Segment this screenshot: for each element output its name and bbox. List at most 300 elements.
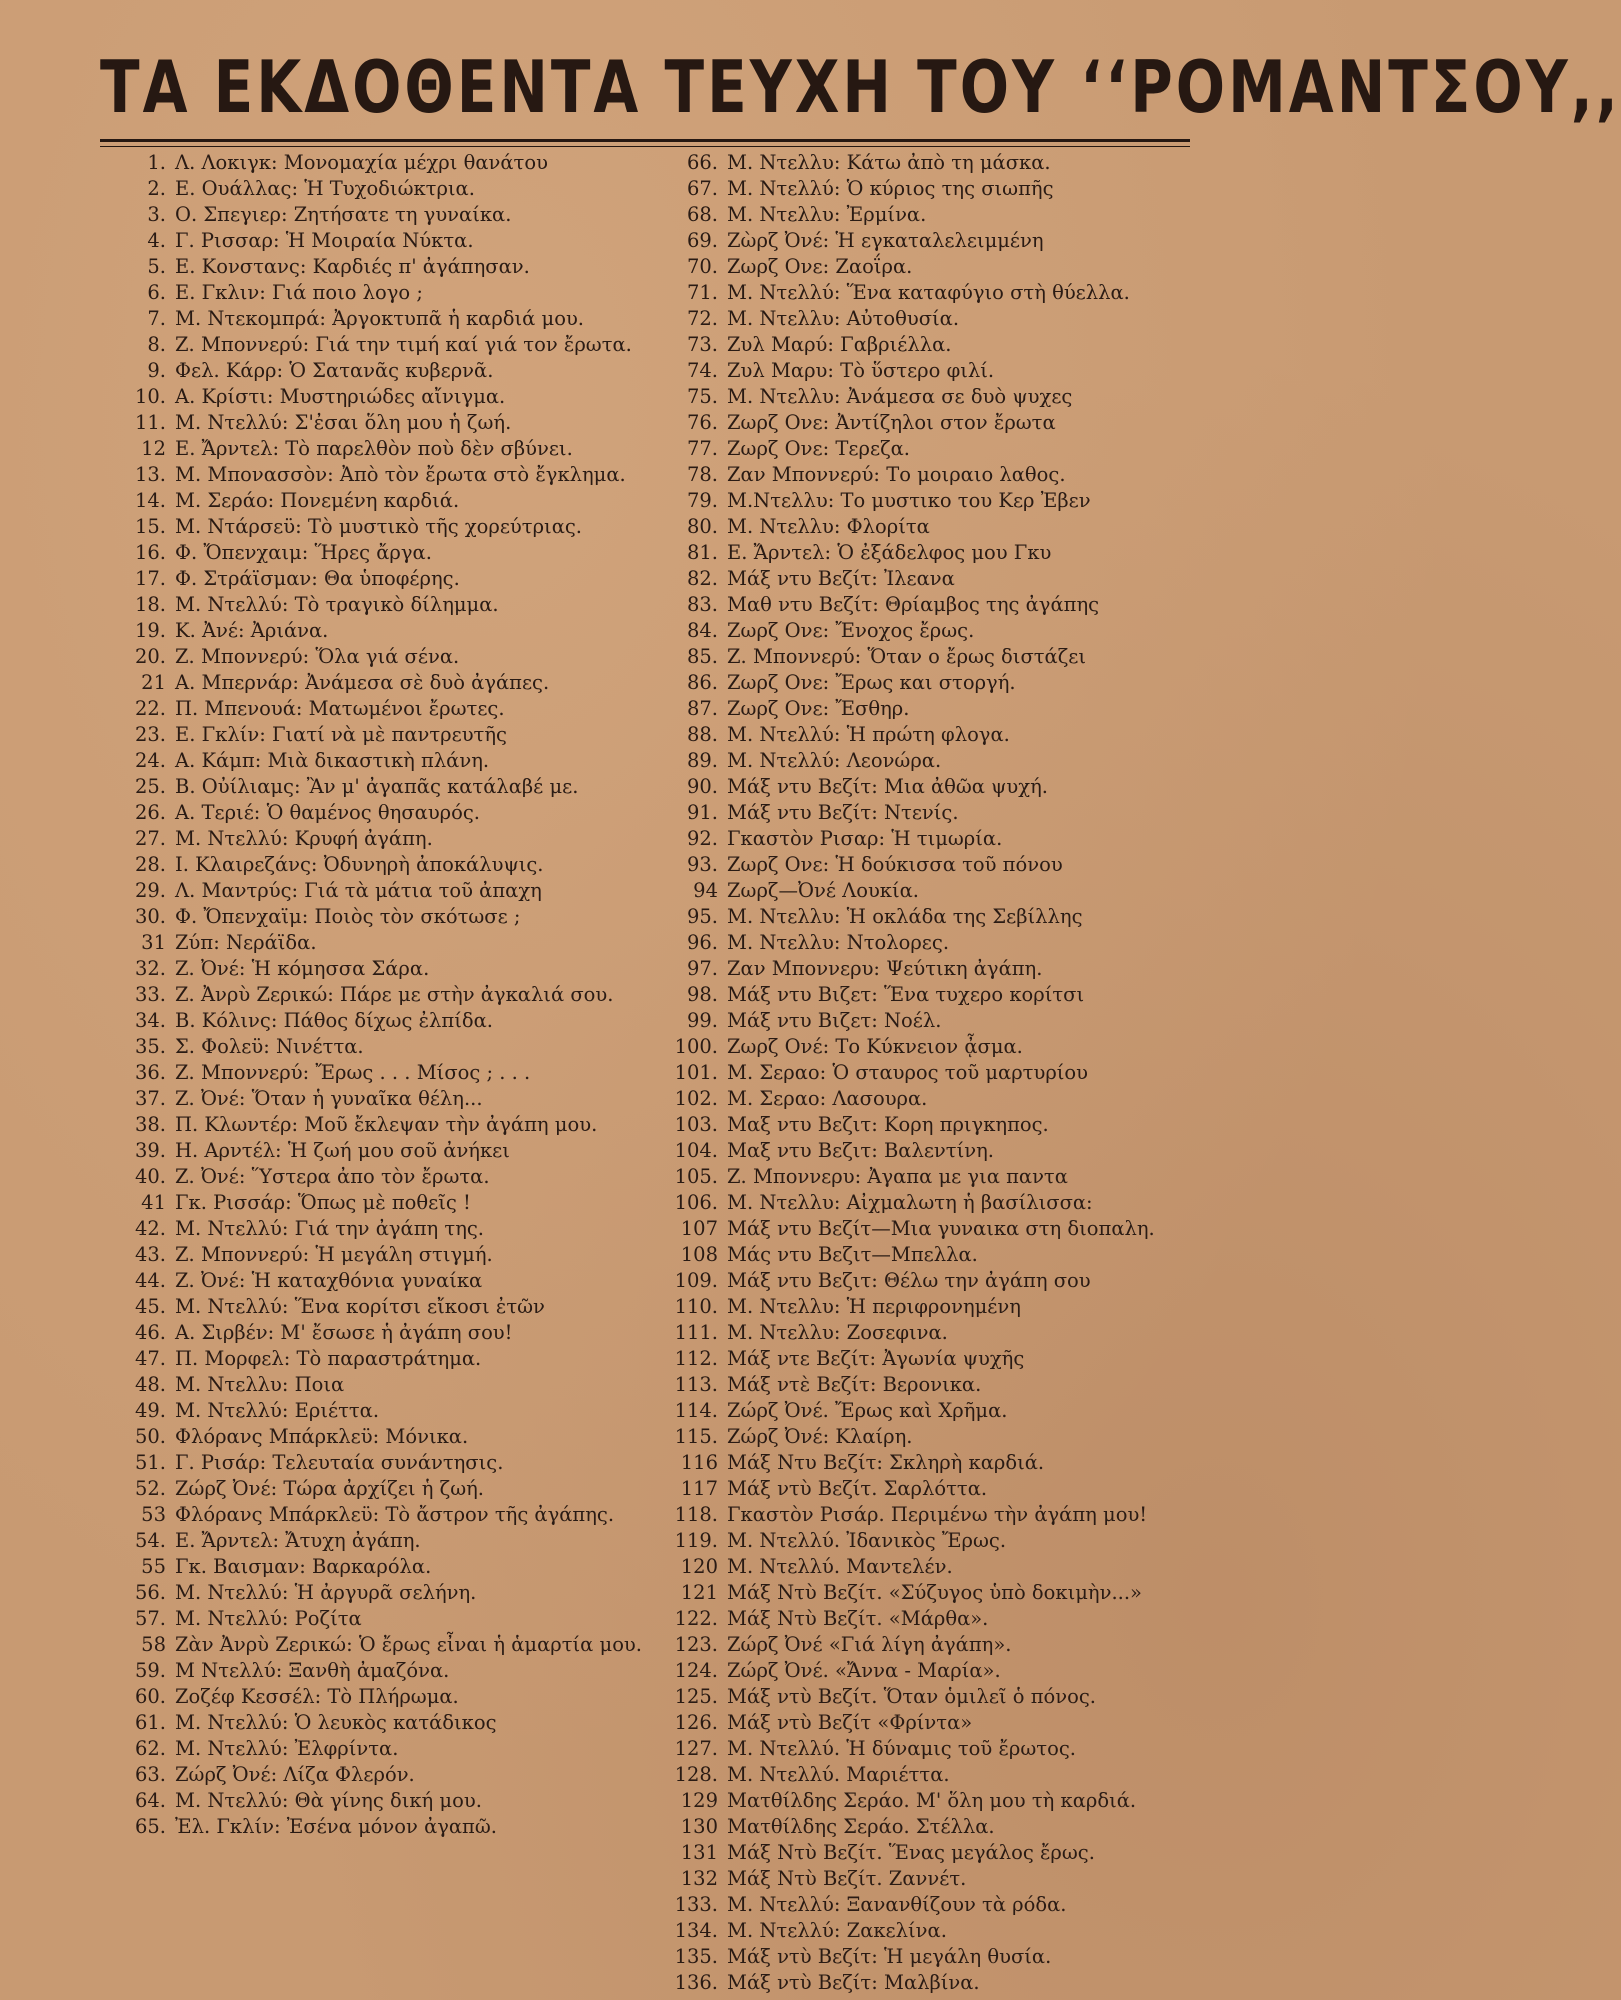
issue-entry (112, 1424, 657, 1450)
issue-number: 34. (134, 1009, 166, 1032)
issue-entry (112, 982, 657, 1008)
issue-entry (664, 722, 1224, 748)
issue-entry (112, 410, 657, 436)
issue-number: 57. (134, 1607, 166, 1630)
issue-title: Ζ. Μποννερύ: Ἔρως . . . Μίσος ; . . . (175, 1061, 531, 1084)
issue-title: Μ. Ντελλυ: Ντολορες. (727, 931, 950, 954)
issue-title: Μ. Ντελλυ: Ποια (175, 1373, 345, 1396)
issue-entry (664, 1060, 1224, 1086)
issue-number: 135. (674, 1945, 718, 1968)
issue-entry (664, 306, 1224, 332)
issue-title: Μ. Ντελλύ: Κρυφή ἀγάπη. (175, 827, 433, 850)
issue-title: Μάξ ντὺ Βεζίτ. Ὅταν ὁμιλεῖ ὁ πόνος. (727, 1685, 1096, 1708)
issue-entry (112, 1008, 657, 1034)
issue-title: Ζαν Μποννερύ: Το μοιραιο λαθος. (727, 463, 1066, 486)
issue-entry (664, 1372, 1224, 1398)
issue-number: 77. (686, 437, 718, 460)
issue-number: 75. (686, 385, 718, 408)
issue-number: 134. (674, 1919, 718, 1942)
issue-entry (664, 800, 1224, 826)
issue-title: Ζ. Μποννερυ: Ἀγαπα με για παντα (727, 1165, 1068, 1188)
issue-number: 71. (686, 281, 718, 304)
issue-title: Α. Τεριέ: Ὁ θαμένος θησαυρός. (175, 801, 481, 824)
issue-title: Μ. Ντελλύ: Λεονώρα. (727, 749, 942, 772)
issue-number: 64. (134, 1789, 166, 1812)
issue-number: 98. (686, 983, 718, 1006)
issue-number: 91. (686, 801, 718, 824)
issue-entry (664, 878, 1224, 904)
issue-title: Μ. Μπονασσὸν: Ἀπὸ τὸν ἔρωτα στὸ ἔγκλημα. (175, 463, 626, 486)
issue-title: Ζωρζ Ονε: Τερεζα. (727, 437, 911, 460)
issue-title: Ζ. Μποννερύ: Ἡ μεγάλη στιγμή. (175, 1243, 493, 1266)
issue-number: 40. (134, 1165, 166, 1188)
issue-title: Ζώρζ Ὀνέ: Λίζα Φλερόν. (175, 1763, 415, 1786)
issue-number: 62. (134, 1737, 166, 1760)
issue-entry (664, 1086, 1224, 1112)
issue-entry (664, 1502, 1224, 1528)
issue-title: Μ.Ντελλυ: Το μυστικο του Κερ Ἐβεν (727, 489, 1091, 512)
issue-number: 112. (674, 1347, 718, 1370)
issue-number: 39. (134, 1139, 166, 1162)
issue-number: 27. (134, 827, 166, 850)
issue-entry (664, 1762, 1224, 1788)
issue-title: Ε. Γκλίν: Γιατί νὰ μὲ παντρευτῆς (175, 723, 507, 746)
issue-title: Μάξ ντυ Βεζιτ: Θέλω την ἀγάπη σου (727, 1269, 1091, 1292)
issue-title: Μ. Ντελλυ: Ἀνάμεσα σε δυὸ ψυχες (727, 385, 1073, 408)
issue-number: 83. (686, 593, 718, 616)
issue-number: 30. (134, 905, 166, 928)
issue-title: Λ. Μαντρύς: Γιά τὰ μάτια τοῦ ἀπαχη (175, 879, 542, 902)
issue-title: Μ. Ντελλύ: Ἕνα κορίτσι εἴκοσι ἐτῶν (175, 1295, 545, 1318)
issue-title: Ζ. Ὀνέ: Ὅταν ἡ γυναῖκα θέλη... (175, 1087, 483, 1110)
issue-title: Μ. Ντελλύ. Ἡ δύναμις τοῦ ἔρωτος. (727, 1737, 1076, 1760)
issue-number: 80. (686, 515, 718, 538)
issue-number: 110. (674, 1295, 718, 1318)
issue-title: Μάξ ντυ Βιζετ: Νοέλ. (727, 1009, 942, 1032)
issue-number: 61. (134, 1711, 166, 1734)
issue-title: Σ. Φολεϋ: Νινέττα. (175, 1035, 364, 1058)
issue-title: Μ. Ντελλύ: Θὰ γίνης δική μου. (175, 1789, 482, 1812)
issue-title: Φλόρανς Μπάρκλεϋ: Τὸ ἄστρον τῆς ἀγάπης. (175, 1503, 615, 1526)
issue-entry (112, 1580, 657, 1606)
issue-title: Γκαστὸν Ρισάρ. Περιμένω τὴν ἀγάπη μου! (727, 1503, 1148, 1526)
issue-entry (664, 150, 1224, 176)
issue-number: 50. (134, 1425, 166, 1448)
issue-entry (112, 826, 657, 852)
issue-number: 1. (147, 151, 166, 174)
issue-title: Μάξ ντυ Βεζίτ: Μια ἀθῶα ψυχή. (727, 775, 1048, 798)
issue-title: Μ. Ντελλύ: Ἡ ἀργυρᾶ σελήνη. (175, 1581, 477, 1604)
issue-title: Μ. Ντελλύ: Ὁ κύριος της σιωπῆς (727, 177, 1054, 200)
issue-title: Π. Μορφελ: Τὸ παραστράτημα. (175, 1347, 482, 1370)
issue-number: 103. (674, 1113, 718, 1136)
issue-title: Ζώρζ Ὀνέ. «Ἄννα - Μαρία». (727, 1659, 1001, 1682)
issue-number: 86. (686, 671, 718, 694)
left-column (112, 150, 657, 1840)
issue-entry (112, 566, 657, 592)
issue-entry (664, 540, 1224, 566)
issue-number: 49. (134, 1399, 166, 1422)
issue-title: Φ. Ὄπενχαϊμ: Ποιὸς τὸν σκότωσε ; (175, 905, 521, 928)
issue-number: 59. (134, 1659, 166, 1682)
issue-entry (112, 306, 657, 332)
issue-entry (664, 1580, 1224, 1606)
issue-title: Ζ. Ὀνέ: Ἡ κόμησσα Σάρα. (175, 957, 430, 980)
issue-entry (112, 1606, 657, 1632)
issue-title: Μάξ ντὺ Βεζίτ. Σαρλόττα. (727, 1477, 988, 1500)
issue-entry (664, 1008, 1224, 1034)
issue-entry (112, 1658, 657, 1684)
issue-number: 79. (686, 489, 718, 512)
issue-number: 89. (686, 749, 718, 772)
issue-number: 66. (686, 151, 718, 174)
issue-title: Μ. Ντελλύ: Ἕνα καταφύγιο στὴ θύελλα. (727, 281, 1130, 304)
issue-title: Β. Κόλινς: Πάθος δίχως ἐλπίδα. (175, 1009, 493, 1032)
issue-entry (112, 1762, 657, 1788)
issue-entry (112, 878, 657, 904)
issue-number: 52. (134, 1477, 166, 1500)
issue-title: Μ. Ντελλυ: Κάτω ἀπὸ τη μάσκα. (727, 151, 1051, 174)
issue-entry (664, 1528, 1224, 1554)
issue-entry (112, 488, 657, 514)
issue-entry (664, 1814, 1224, 1840)
issue-entry (664, 1632, 1224, 1658)
issue-number: 4. (147, 229, 166, 252)
issue-number: 73. (686, 333, 718, 356)
issue-entry (664, 1242, 1224, 1268)
issue-entry (112, 436, 657, 462)
issue-title: Μάξ Ντὺ Βεζίτ. Ἕνας μεγάλος ἔρως. (727, 1841, 1095, 1864)
issue-title: Ἐλ. Γκλίν: Ἐσένα μόνον ἀγαπῶ. (175, 1815, 497, 1838)
issue-number: 133. (674, 1893, 718, 1916)
issue-entry (112, 930, 657, 956)
issue-title: Μάξ ντὲ Βεζίτ: Βερονικα. (727, 1373, 982, 1396)
issue-number: 41 (141, 1191, 166, 1214)
issue-number: 105. (674, 1165, 718, 1188)
issue-entry (664, 1112, 1224, 1138)
issue-number: 44. (134, 1269, 166, 1292)
issue-number: 104. (674, 1139, 718, 1162)
issue-title: Μάξ ντὺ Βεζίτ «Φρίντα» (727, 1711, 973, 1734)
issue-number: 119. (674, 1529, 718, 1552)
issue-entry (112, 670, 657, 696)
issue-number: 115. (674, 1425, 718, 1448)
issue-number: 10. (134, 385, 166, 408)
issue-number: 107 (680, 1217, 718, 1240)
issue-title: Ζωρζ Ονε: Ζαοΐρα. (727, 255, 913, 278)
issue-title: Μ. Σεραο: Ὁ σταυρος τοῦ μαρτυρίου (727, 1061, 1089, 1084)
issue-number: 55 (141, 1555, 166, 1578)
issue-number: 43. (134, 1243, 166, 1266)
issue-entry (112, 644, 657, 670)
issue-number: 129 (680, 1789, 718, 1812)
issue-title: Μάξ ντὺ Βεζίτ: Μαλβίνα. (727, 1971, 980, 1994)
issue-title: Ζὰν Ἀνρὺ Ζερικώ: Ὁ ἔρως εἶναι ἡ ἁμαρτία μου. (175, 1633, 642, 1656)
issue-entry (664, 1554, 1224, 1580)
issue-title: Ζώρζ Ὀνέ «Γιά λίγη ἀγάπη». (727, 1633, 1012, 1656)
issue-entry (112, 202, 657, 228)
issue-title: Μ Ντελλύ: Ξανθὴ ἀμαζόνα. (175, 1659, 450, 1682)
issue-entry (112, 1060, 657, 1086)
issue-title: Μάξ ντὺ Βεζίτ: Ἡ μεγάλη θυσία. (727, 1945, 1052, 1968)
issue-entry (664, 1320, 1224, 1346)
issue-number: 65. (134, 1815, 166, 1838)
issue-number: 96. (686, 931, 718, 954)
issue-title: Μάξ ντυ Βεζίτ: Ἰλεανα (727, 567, 955, 590)
issue-entry (112, 514, 657, 540)
issue-number: 101. (674, 1061, 718, 1084)
issue-title: Μάξ ντυ Βεζίτ: Ντενίς. (727, 801, 959, 824)
issue-number: 102. (674, 1087, 718, 1110)
issue-title: Μαξ ντυ Βεζιτ: Κορη πριγκηπος. (727, 1113, 1049, 1136)
page-title: ΤΑ ΕΚΔΟΘΕΝΤΑ ΤΕΥΧΗ ΤΟΥ ‘‘ΡΟΜΑΝΤΣΟΥ,, (100, 44, 1621, 130)
issue-entry (112, 722, 657, 748)
issue-number: 21 (141, 671, 166, 694)
issue-number: 23. (134, 723, 166, 746)
issue-title: Ματθίλδης Σεράο. Στέλλα. (727, 1815, 995, 1838)
issue-number: 47. (134, 1347, 166, 1370)
issue-entry (112, 1164, 657, 1190)
issue-entry (664, 748, 1224, 774)
issue-title: Μάς ντυ Βεζιτ—Μπελλα. (727, 1243, 978, 1266)
issue-title: Μ. Ντελλυ: Φλορίτα (727, 515, 930, 538)
issue-title: Μ. Σεραο: Λασουρα. (727, 1087, 928, 1110)
issue-number: 108 (680, 1243, 718, 1266)
issue-number: 37. (134, 1087, 166, 1110)
issue-title: Ζωρζ Ονε: Ἀντίζηλοι στον ἔρωτα (727, 411, 1056, 434)
issue-entry (112, 150, 657, 176)
issue-title: Γκαστὸν Ρισαρ: Ἡ τιμωρία. (727, 827, 1003, 850)
issue-title: Ε. Γκλιν: Γιά ποιο λογο ; (175, 281, 423, 304)
issue-title: Β. Οὐίλιαμς: Ἂν μ' ἀγαπᾶς κατάλαβέ με. (175, 775, 579, 798)
issue-title: Μ. Ντελλυ: Ἐρμίνα. (727, 203, 927, 226)
issue-entry (112, 1034, 657, 1060)
issue-title: Ζὼρζ Ὀνέ: Ἡ εγκαταλελειμμένη (727, 229, 1044, 252)
issue-title: Μ. Ντελλύ: Ξανανθίζουν τὰ ρόδα. (727, 1893, 1067, 1916)
right-column (664, 150, 1224, 1996)
title-underline (100, 139, 1190, 147)
issue-number: 33. (134, 983, 166, 1006)
issue-entry (664, 1918, 1224, 1944)
issue-number: 46. (134, 1321, 166, 1344)
issue-entry (664, 488, 1224, 514)
issue-number: 72. (686, 307, 718, 330)
issue-entry (112, 774, 657, 800)
issue-number: 20. (134, 645, 166, 668)
issue-number: 87. (686, 697, 718, 720)
issue-entry (664, 1736, 1224, 1762)
issue-entry (664, 1346, 1224, 1372)
issue-title: Ζωρζ Ονε: Ἔσθηρ. (727, 697, 910, 720)
issue-entry (112, 1190, 657, 1216)
issue-entry (664, 618, 1224, 644)
issue-entry (664, 566, 1224, 592)
issue-title: Α. Σιρβέν: Μ' ἔσωσε ἡ ἀγάπη σου! (175, 1321, 513, 1344)
issue-title: Ο. Σπεγιερ: Ζητήσατε τη γυναίκα. (175, 203, 512, 226)
issue-title: Α. Κρίστι: Μυστηριώδες αἴνιγμα. (175, 385, 506, 408)
issue-number: 13. (134, 463, 166, 486)
issue-number: 69. (686, 229, 718, 252)
issue-entry (112, 1814, 657, 1840)
issue-title: Μ. Ντελλυ: Ἡ οκλάδα της Σεβίλλης (727, 905, 1083, 928)
issue-title: Μάξ ντυ Βιζετ: Ἕνα τυχερο κορίτσι (727, 983, 1085, 1006)
issue-entry (112, 1502, 657, 1528)
issue-title: Λ. Λοκιγκ: Μονομαχία μέχρι θανάτου (175, 151, 548, 174)
issue-title: Ζωρζ Ονε: Ἔνοχος ἔρως. (727, 619, 975, 642)
issue-number: 74. (686, 359, 718, 382)
issue-entry (664, 358, 1224, 384)
issue-number: 6. (147, 281, 166, 304)
issue-title: Ζ. Μποννερύ: Ὅταν ο ἔρως διστάζει (727, 645, 1087, 668)
issue-title: Μ. Ντεκομπρά: Ἀργοκτυπᾶ ἡ καρδιά μου. (175, 307, 585, 330)
issue-title: Ε. Ἄρντελ: Ὁ ἐξάδελφος μου Γκυ (727, 541, 1052, 564)
issue-entry (112, 1294, 657, 1320)
issue-entry (664, 904, 1224, 930)
issue-entry (112, 1320, 657, 1346)
issue-entry (664, 176, 1224, 202)
issue-title: Μάξ ντε Βεζίτ: Ἀγωνία ψυχῆς (727, 1347, 1025, 1370)
issue-entry (112, 904, 657, 930)
issue-title: Ματθίλδης Σεράο. Μ' ὅλη μου τὴ καρδιά. (727, 1789, 1137, 1812)
issue-title: Μάξ ντυ Βεζίτ—Μια γυναικα στη διοπαλη. (727, 1217, 1155, 1240)
issue-number: 122. (674, 1607, 718, 1630)
issue-list-left (112, 150, 657, 1840)
issue-entry (112, 956, 657, 982)
issue-number: 29. (134, 879, 166, 902)
issue-title: Ζωρζ Ονέ: Το Κύκνειον ᾆσμα. (727, 1035, 1023, 1058)
issue-entry (112, 696, 657, 722)
issue-title: Μ. Ντελλύ: Γιά την ἀγάπη της. (175, 1217, 485, 1240)
issue-number: 127. (674, 1737, 718, 1760)
issue-number: 78. (686, 463, 718, 486)
issue-title: Ζυλ Μαρύ: Γαβριέλλα. (727, 333, 952, 356)
issue-title: Μ. Ντελλύ. Μαντελέν. (727, 1555, 953, 1578)
issue-title: Μ. Ντελλύ: Ζακελίνα. (727, 1919, 947, 1942)
issue-title: Ε. Ουάλλας: Ἡ Τυχοδιώκτρια. (175, 177, 475, 200)
issue-entry (664, 696, 1224, 722)
issue-title: Μαθ ντυ Βεζίτ: Θρίαμβος της ἀγάπης (727, 593, 1100, 616)
issue-number: 126. (674, 1711, 718, 1734)
issue-title: Μ. Ντελλυ: Αὐτοθυσία. (727, 307, 960, 330)
issue-entry (112, 384, 657, 410)
issue-number: 9. (147, 359, 166, 382)
issue-number: 7. (147, 307, 166, 330)
issue-number: 68. (686, 203, 718, 226)
issue-number: 109. (674, 1269, 718, 1292)
issue-title: Ζώρζ Ὀνέ: Τώρα ἀρχίζει ἡ ζωή. (175, 1477, 484, 1500)
issue-entry (112, 540, 657, 566)
issue-entry (112, 1736, 657, 1762)
issue-entry (664, 1788, 1224, 1814)
issue-number: 5. (147, 255, 166, 278)
issue-entry (112, 1632, 657, 1658)
issue-title: Γκ. Ρισσάρ: Ὅπως μὲ ποθεῖς ! (175, 1191, 471, 1214)
issue-entry (664, 644, 1224, 670)
issue-entry (112, 748, 657, 774)
issue-title: Μ. Ντελλύ: Εριέττα. (175, 1399, 380, 1422)
issue-entry (664, 1450, 1224, 1476)
issue-title: Π. Κλωντέρ: Μοῦ ἔκλεψαν τὴν ἀγάπη μου. (175, 1113, 598, 1136)
issue-title: Μ. Ντελλύ: Τὸ τραγικὸ δίλημμα. (175, 593, 499, 616)
issue-title: Μ. Ντελλύ: Σ'ἐσαι ὅλη μου ἡ ζωή. (175, 411, 512, 434)
issue-entry (112, 358, 657, 384)
issue-title: Μ. Ντελλύ: Ἐλφρίντα. (175, 1737, 399, 1760)
issue-number: 35. (134, 1035, 166, 1058)
issue-entry (664, 254, 1224, 280)
issue-entry (664, 1840, 1224, 1866)
issue-number: 90. (686, 775, 718, 798)
issue-entry (664, 774, 1224, 800)
issue-entry (664, 1866, 1224, 1892)
issue-entry (664, 1034, 1224, 1060)
issue-title: Η. Αρντέλ: Ἡ ζωή μου σοῦ ἀνήκει (175, 1139, 510, 1162)
issue-entry (664, 1398, 1224, 1424)
issue-entry (112, 462, 657, 488)
issue-number: 113. (674, 1373, 718, 1396)
issue-entry (664, 202, 1224, 228)
issue-number: 88. (686, 723, 718, 746)
issue-number: 54. (134, 1529, 166, 1552)
issue-entry (664, 852, 1224, 878)
issue-number: 26. (134, 801, 166, 824)
issue-number: 31 (141, 931, 166, 954)
issue-entry (664, 1606, 1224, 1632)
issue-entry (112, 1554, 657, 1580)
issue-entry (664, 592, 1224, 618)
issue-entry (112, 1138, 657, 1164)
issue-number: 25. (134, 775, 166, 798)
issue-title: Μ. Ντελλυ: Ἡ περιφρονημένη (727, 1295, 1021, 1318)
issue-entry (112, 1684, 657, 1710)
issue-entry (112, 254, 657, 280)
issue-number: 76. (686, 411, 718, 434)
issue-entry (664, 826, 1224, 852)
issue-number: 11. (134, 411, 166, 434)
issue-entry (112, 280, 657, 306)
issue-number: 70. (686, 255, 718, 278)
issue-number: 53 (141, 1503, 166, 1526)
issue-title: Μ. Ντελλύ: Ὁ λευκὸς κατάδικος (175, 1711, 497, 1734)
issue-title: Α. Μπερνάρ: Ἀνάμεσα σὲ δυὸ ἀγάπες. (175, 671, 550, 694)
issue-number: 99. (686, 1009, 718, 1032)
issue-title: Μαξ ντυ Βεζιτ: Βαλεντίνη. (727, 1139, 994, 1162)
issue-number: 123. (674, 1633, 718, 1656)
issue-title: Ζ. Ὀνέ: Ἡ καταχθόνια γυναίκα (175, 1269, 483, 1292)
issue-entry (112, 1086, 657, 1112)
issue-number: 58 (141, 1633, 166, 1656)
issue-number: 48. (134, 1373, 166, 1396)
issue-number: 17. (134, 567, 166, 590)
issue-title: Μ. Ντελλυ: Αἰχμαλωτη ἡ βασίλισσα: (727, 1191, 1093, 1214)
issue-entry (112, 1346, 657, 1372)
issue-number: 114. (674, 1399, 718, 1422)
issue-title: Ι. Κλαιρεζάνς: Ὀδυνηρὴ ἀποκάλυψις. (175, 853, 544, 876)
issue-entry (664, 1892, 1224, 1918)
issue-title: Ζώρζ Ὀνέ. Ἔρως καὶ Χρῆμα. (727, 1399, 1008, 1422)
issue-number: 32. (134, 957, 166, 980)
issue-title: Μ. Ντελλύ: Ροζίτα (175, 1607, 362, 1630)
issue-number: 116 (680, 1451, 718, 1474)
issue-number: 15. (134, 515, 166, 538)
issue-entry (112, 1372, 657, 1398)
issue-title: Γ. Ρισσαρ: Ἡ Μοιραία Νύκτα. (175, 229, 474, 252)
issue-number: 81. (686, 541, 718, 564)
issue-number: 45. (134, 1295, 166, 1318)
issue-entry (664, 436, 1224, 462)
issue-number: 131 (680, 1841, 718, 1864)
issue-number: 2. (147, 177, 166, 200)
issue-entry (664, 1294, 1224, 1320)
